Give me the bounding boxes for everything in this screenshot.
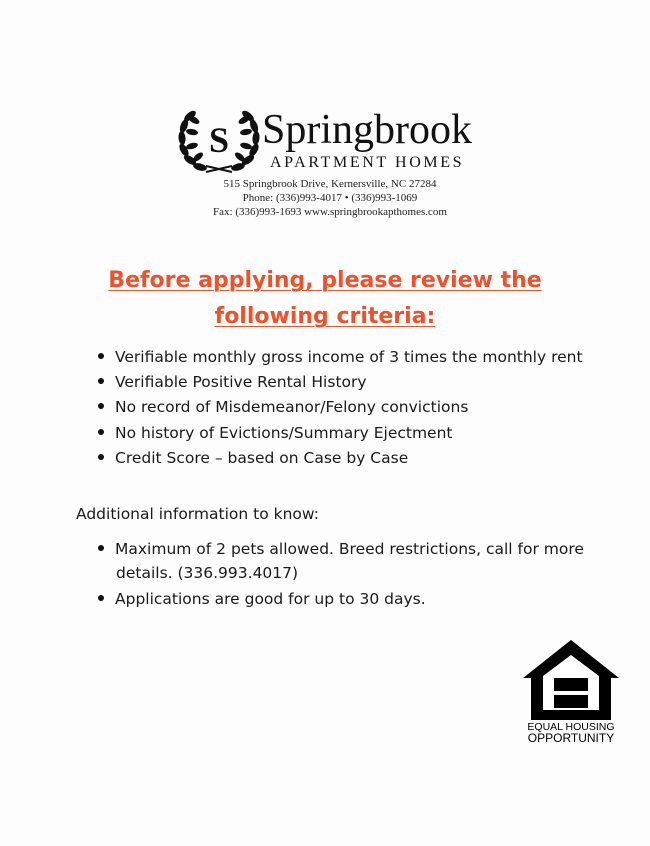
heading-line-2: following criteria: (214, 304, 436, 329)
additional-text-continued: details. (336.993.4017) (116, 564, 299, 582)
criteria-text: Verifiable monthly gross income of 3 times the monthly rent (115, 348, 583, 366)
eho-line-1: EQUAL HOUSING (527, 721, 615, 733)
criteria-text: No record of Misdemeanor/Felony convictions (115, 398, 469, 416)
bullet-icon (98, 403, 104, 409)
additional-text: Applications are good for up to 30 days. (115, 590, 426, 608)
criteria-item (98, 373, 367, 391)
criteria-text: Credit Score – based on Case by Case (115, 449, 409, 467)
criteria-text: Verifiable Positive Rental History (115, 373, 367, 391)
equal-housing-house-icon (522, 638, 620, 722)
bullet-icon (98, 429, 104, 435)
bullet-icon (98, 545, 104, 551)
criteria-item (98, 424, 453, 442)
brand-subtitle: APARTMENT HOMES (270, 154, 465, 171)
springbrook-wreath-logo (176, 106, 262, 176)
bullet-icon (98, 378, 104, 384)
phone: Phone: (336)993-4017 • (336)993-1069 (242, 192, 418, 204)
additional-item (98, 540, 584, 558)
additional-title: Additional information to know: (76, 505, 319, 523)
brand-name: Springbrook (262, 107, 472, 153)
logo-letter: S (208, 120, 230, 160)
bullet-icon (98, 353, 104, 359)
eho-line-2: OPPORTUNITY (527, 731, 615, 745)
criteria-text: No history of Evictions/Summary Ejectment (115, 424, 453, 442)
laurel-right-icon (230, 109, 260, 172)
criteria-item (98, 348, 583, 366)
criteria-item (98, 449, 408, 467)
fax-website: Fax: (336)993-1693 www.springbrookapthomes.com (213, 206, 447, 218)
additional-item (98, 590, 426, 608)
laurel-left-icon (177, 109, 207, 172)
additional-text: Maximum of 2 pets allowed. Breed restrictions, call for more (115, 540, 584, 558)
heading-line-1: Before applying, please review the (108, 268, 542, 293)
equal-housing-label (522, 722, 620, 744)
address: 515 Springbrook Drive, Kernersville, NC 27284 (223, 178, 437, 190)
criteria-item (98, 398, 468, 416)
bullet-icon (98, 595, 104, 601)
bullet-icon (98, 454, 104, 460)
